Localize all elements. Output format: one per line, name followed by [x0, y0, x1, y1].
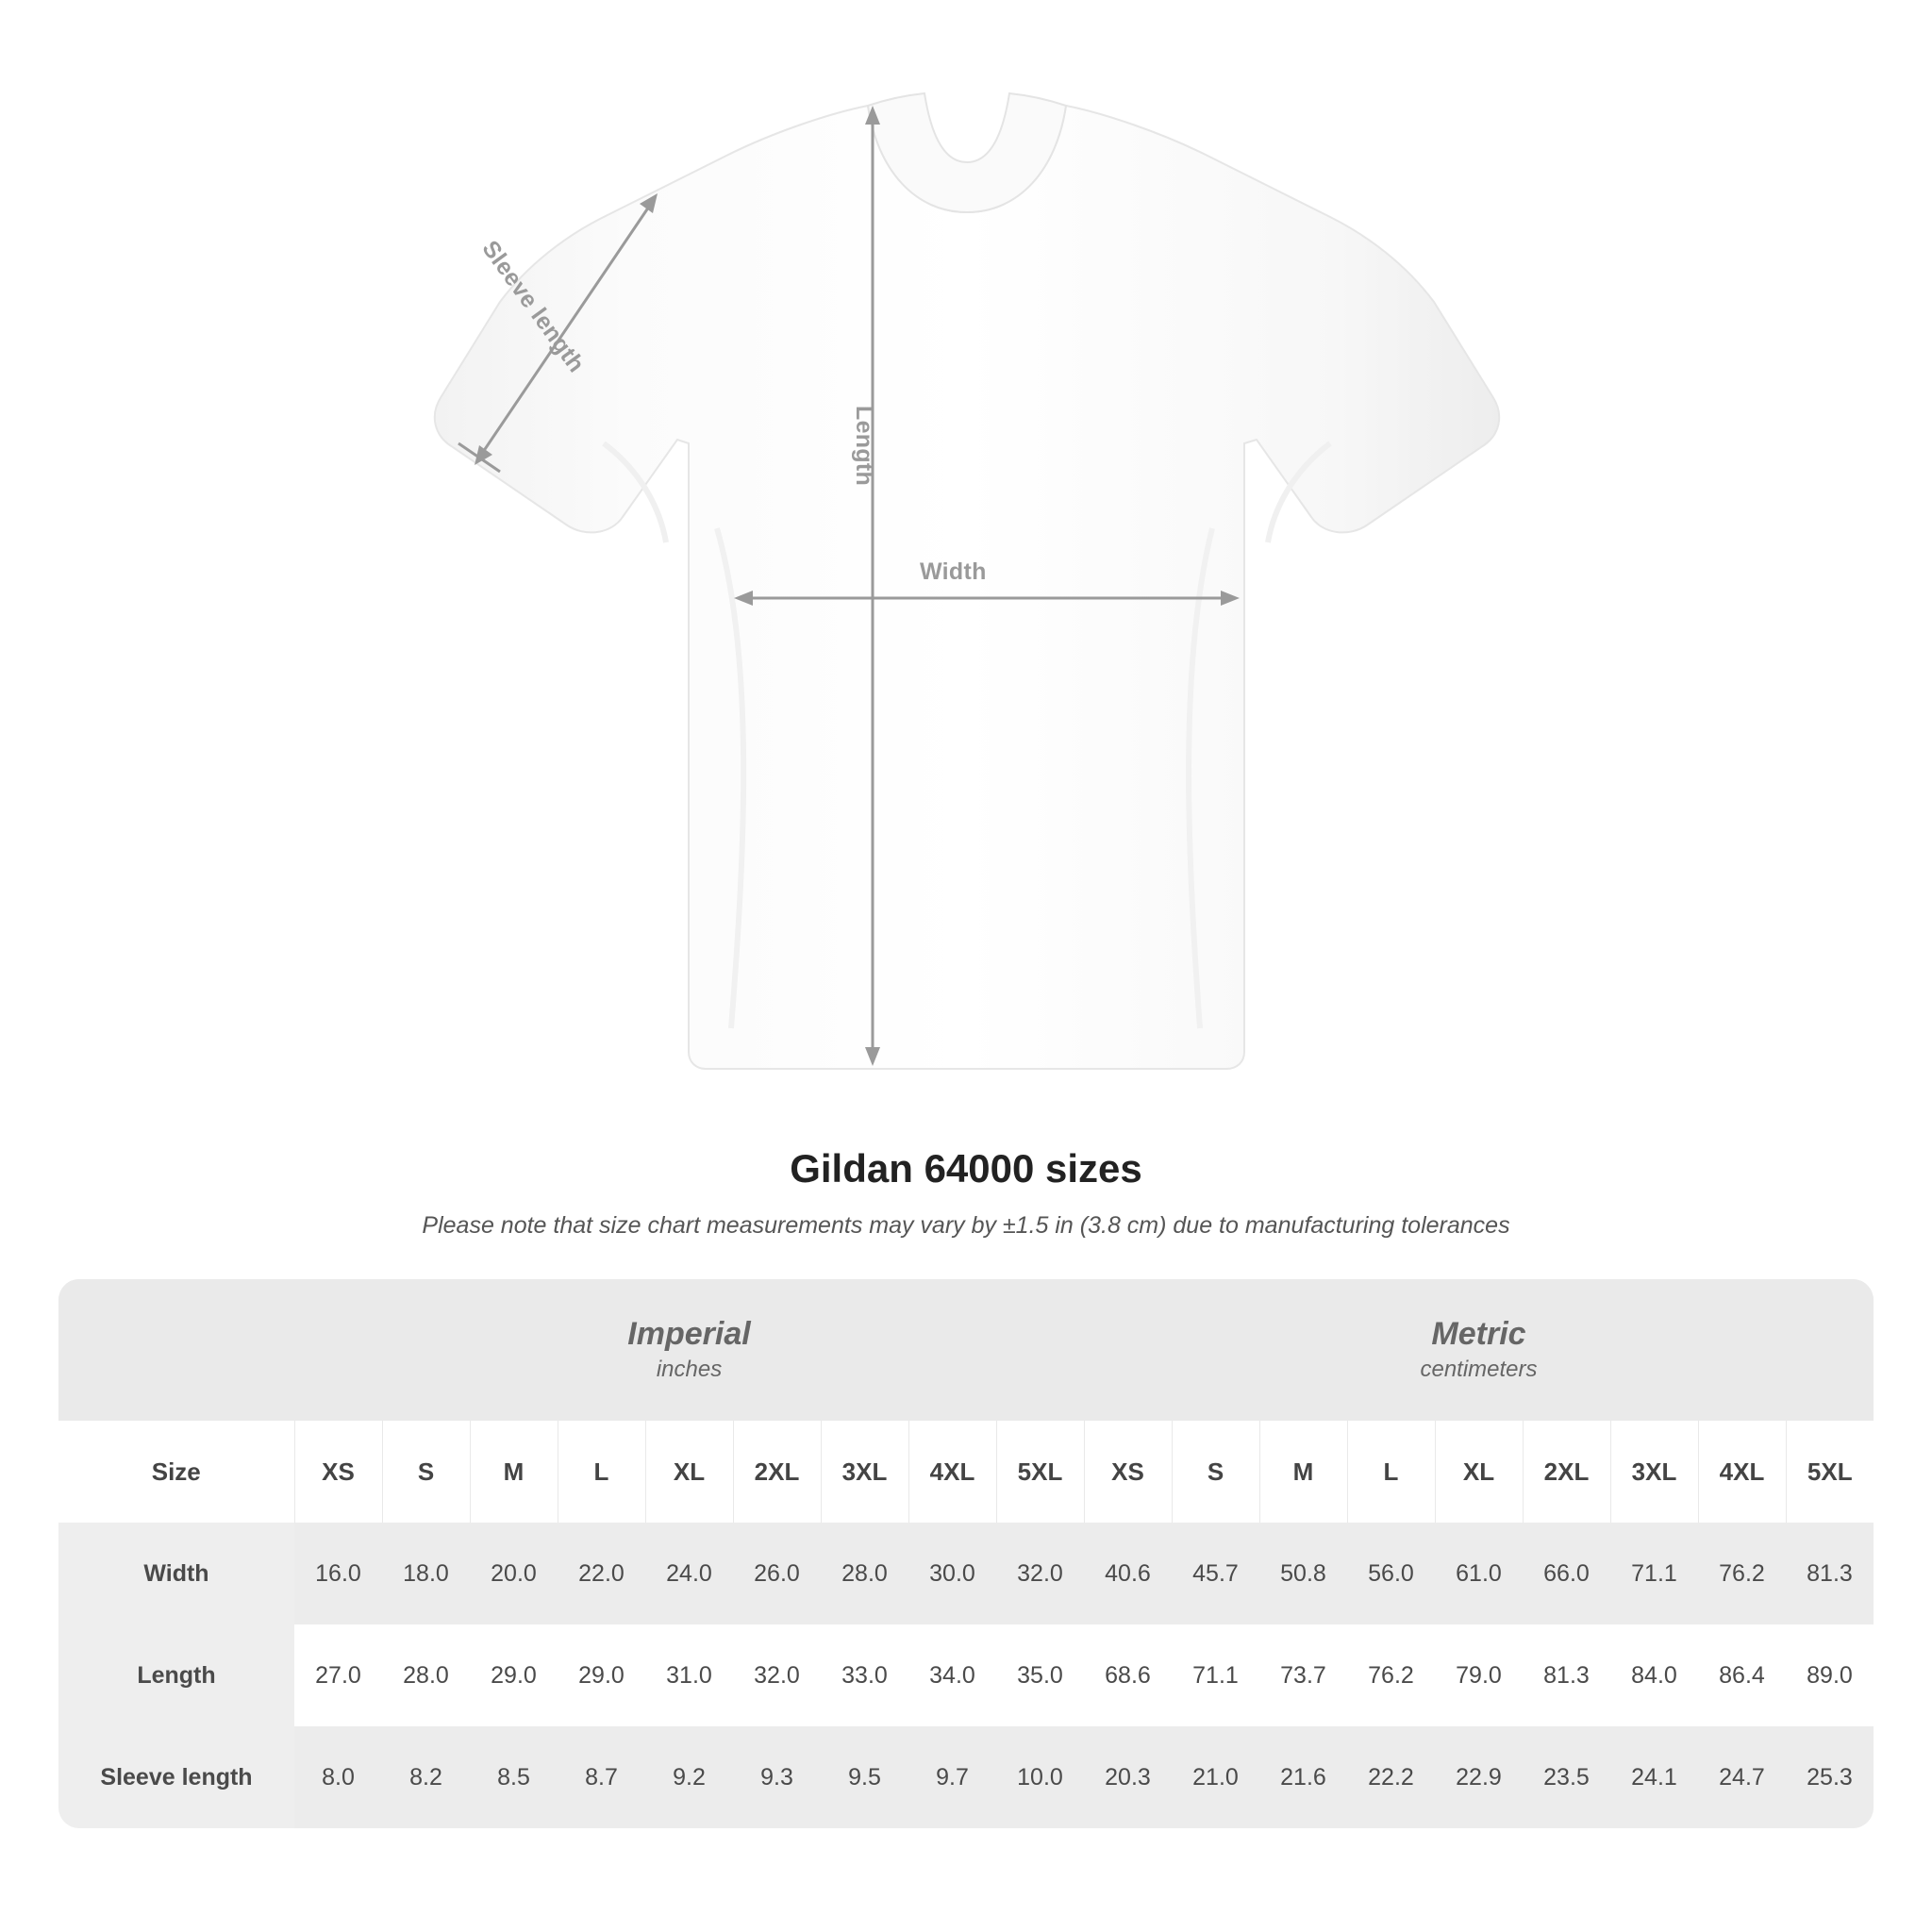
cell-sleeve-xl-imperial: 9.2 [645, 1726, 733, 1828]
cell-length-m-imperial: 29.0 [470, 1624, 558, 1726]
cell-length-xl-imperial: 31.0 [645, 1624, 733, 1726]
cell-length-xl-metric: 79.0 [1435, 1624, 1523, 1726]
cell-sleeve-2xl-metric: 23.5 [1523, 1726, 1610, 1828]
row-label-length: Length [137, 1661, 216, 1689]
cell-width-5xl-metric: 81.3 [1786, 1523, 1874, 1624]
cell-length-xs-metric: 68.6 [1084, 1624, 1172, 1726]
unit-group-metric-sub: centimeters [1420, 1357, 1538, 1383]
table-corner-cell [58, 1279, 294, 1421]
cell-width-4xl-imperial: 30.0 [908, 1523, 996, 1624]
length-dimension-label: Length [851, 406, 877, 487]
sleeve-length-dimension-label: Sleeve length [476, 236, 591, 378]
table-row-width [58, 1523, 1874, 1624]
cell-width-4xl-metric: 76.2 [1698, 1523, 1786, 1624]
column-header-s-imperial: S [382, 1421, 470, 1523]
cell-length-3xl-metric: 84.0 [1610, 1624, 1698, 1726]
cell-sleeve-xs-imperial: 8.0 [294, 1726, 382, 1828]
cell-length-s-metric: 71.1 [1172, 1624, 1259, 1726]
cell-width-s-imperial: 18.0 [382, 1523, 470, 1624]
header-size-label: Size [58, 1421, 294, 1523]
cell-length-s-imperial: 28.0 [382, 1624, 470, 1726]
cell-length-2xl-imperial: 32.0 [733, 1624, 821, 1726]
unit-group-metric [1084, 1279, 1874, 1421]
column-header-2xl-metric: 2XL [1523, 1421, 1610, 1523]
cell-sleeve-l-imperial: 8.7 [558, 1726, 645, 1828]
cell-length-4xl-imperial: 34.0 [908, 1624, 996, 1726]
cell-sleeve-s-imperial: 8.2 [382, 1726, 470, 1828]
column-header-3xl-imperial: 3XL [821, 1421, 908, 1523]
cell-sleeve-4xl-imperial: 9.7 [908, 1726, 996, 1828]
unit-group-imperial-name: Imperial [627, 1315, 751, 1352]
column-header-4xl-metric: 4XL [1698, 1421, 1786, 1523]
column-header-xl-metric: XL [1435, 1421, 1523, 1523]
cell-width-2xl-metric: 66.0 [1523, 1523, 1610, 1624]
cell-width-3xl-imperial: 28.0 [821, 1523, 908, 1624]
cell-sleeve-4xl-metric: 24.7 [1698, 1726, 1786, 1828]
size-table [58, 1279, 1874, 1828]
cell-width-s-metric: 45.7 [1172, 1523, 1259, 1624]
cell-sleeve-m-imperial: 8.5 [470, 1726, 558, 1828]
column-header-m-imperial: M [470, 1421, 558, 1523]
cell-width-xs-imperial: 16.0 [294, 1523, 382, 1624]
unit-group-imperial [294, 1279, 1084, 1421]
cell-sleeve-l-metric: 22.2 [1347, 1726, 1435, 1828]
column-header-l-imperial: L [558, 1421, 645, 1523]
column-header-xl-imperial: XL [645, 1421, 733, 1523]
column-header-s-metric: S [1172, 1421, 1259, 1523]
cell-width-3xl-metric: 71.1 [1610, 1523, 1698, 1624]
unit-group-metric-name: Metric [1431, 1315, 1526, 1352]
cell-sleeve-3xl-imperial: 9.5 [821, 1726, 908, 1828]
width-dimension-label: Width [920, 558, 987, 585]
cell-sleeve-5xl-metric: 25.3 [1786, 1726, 1874, 1828]
cell-width-2xl-imperial: 26.0 [733, 1523, 821, 1624]
chart-title: Gildan 64000 sizes [790, 1146, 1142, 1191]
cell-length-2xl-metric: 81.3 [1523, 1624, 1610, 1726]
cell-length-m-metric: 73.7 [1259, 1624, 1347, 1726]
cell-sleeve-2xl-imperial: 9.3 [733, 1726, 821, 1828]
cell-length-3xl-imperial: 33.0 [821, 1624, 908, 1726]
cell-width-l-imperial: 22.0 [558, 1523, 645, 1624]
cell-width-m-imperial: 20.0 [470, 1523, 558, 1624]
cell-length-5xl-imperial: 35.0 [996, 1624, 1084, 1726]
column-header-xs-imperial: XS [294, 1421, 382, 1523]
chart-note: Please note that size chart measurements may vary by ±1.5 in (3.8 cm) due to manufacturing tolerances [422, 1212, 1510, 1239]
cell-sleeve-m-metric: 21.6 [1259, 1726, 1347, 1828]
cell-width-xs-metric: 40.6 [1084, 1523, 1172, 1624]
column-header-5xl-metric: 5XL [1786, 1421, 1874, 1523]
cell-sleeve-3xl-metric: 24.1 [1610, 1726, 1698, 1828]
cell-width-l-metric: 56.0 [1347, 1523, 1435, 1624]
unit-group-imperial-sub: inches [656, 1357, 723, 1383]
cell-width-xl-imperial: 24.0 [645, 1523, 733, 1624]
cell-sleeve-xs-metric: 20.3 [1084, 1726, 1172, 1828]
cell-sleeve-5xl-imperial: 10.0 [996, 1726, 1084, 1828]
cell-sleeve-xl-metric: 22.9 [1435, 1726, 1523, 1828]
table-header-row [58, 1421, 1874, 1523]
cell-length-4xl-metric: 86.4 [1698, 1624, 1786, 1726]
table-row-sleeve-length [58, 1726, 1874, 1828]
column-header-xs-metric: XS [1084, 1421, 1172, 1523]
cell-sleeve-s-metric: 21.0 [1172, 1726, 1259, 1828]
cell-length-l-imperial: 29.0 [558, 1624, 645, 1726]
column-header-3xl-metric: 3XL [1610, 1421, 1698, 1523]
column-header-5xl-imperial: 5XL [996, 1421, 1084, 1523]
table-row-length [58, 1624, 1874, 1726]
column-header-m-metric: M [1259, 1421, 1347, 1523]
row-label-sleeve-length: Sleeve length [100, 1763, 253, 1790]
column-header-4xl-imperial: 4XL [908, 1421, 996, 1523]
size-table-wrapper [58, 1279, 1874, 1828]
cell-width-xl-metric: 61.0 [1435, 1523, 1523, 1624]
cell-width-m-metric: 50.8 [1259, 1523, 1347, 1624]
cell-width-5xl-imperial: 32.0 [996, 1523, 1084, 1624]
cell-length-xs-imperial: 27.0 [294, 1624, 382, 1726]
cell-length-5xl-metric: 89.0 [1786, 1624, 1874, 1726]
row-label-width: Width [143, 1559, 209, 1587]
column-header-l-metric: L [1347, 1421, 1435, 1523]
cell-length-l-metric: 76.2 [1347, 1624, 1435, 1726]
unit-group-row [58, 1279, 1874, 1421]
column-header-2xl-imperial: 2XL [733, 1421, 821, 1523]
